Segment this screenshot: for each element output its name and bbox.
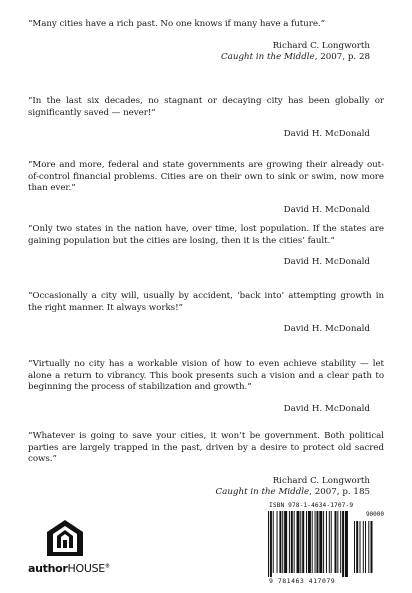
price-bar [356, 521, 358, 573]
source-detail: , 2007, p. 28 [314, 52, 370, 62]
barcode-bars [266, 511, 384, 577]
quote-author: David H. McDonald [283, 324, 370, 334]
barcode-bar [326, 511, 327, 573]
price-code: 90000 [365, 511, 384, 518]
barcode-bar [273, 511, 274, 573]
barcode-bar [335, 511, 337, 573]
quote-block [28, 96, 384, 141]
publisher-house-icon [45, 518, 85, 558]
quote-text: “More and more, federal and state governments are growing their already out-of-control financial problems. Cities are on their own to sink or swim, now more than ever.” [28, 160, 384, 193]
quote-text: “Whatever is going to save your cities, it won’t be government. Both political parties are largely trapped in the past, driven by a desire to protect old sacred cows.” [28, 431, 384, 464]
barcode-bar [323, 511, 324, 573]
publisher-name [28, 562, 118, 575]
publisher-name-bold: author [28, 562, 68, 575]
registered-mark: ® [104, 563, 110, 570]
price-bar [363, 521, 364, 573]
quote-author: Richard C. Longworth [272, 475, 370, 486]
quote-block [28, 431, 384, 499]
quote-author: David H. McDonald [283, 129, 370, 139]
quote-author: David H. McDonald [283, 403, 370, 414]
barcode-bar [270, 511, 272, 577]
barcode-bar [277, 511, 278, 573]
quote-text: “Virtually no city has a workable vision of how to even achieve stability — let alone a return to vibrancy. This book presents such a vision and a clear path to beginning the process of stabilization and growth.” [28, 359, 384, 392]
quote-block [28, 19, 384, 64]
quote-author: Richard C. Longworth [272, 40, 370, 51]
quote-block [28, 224, 384, 269]
quote-author: David H. McDonald [283, 257, 370, 267]
barcode-bar [312, 511, 313, 573]
barcode-bar [294, 511, 295, 573]
source-title: Caught in the Middle [215, 487, 310, 497]
publisher-name-thin: HOUSE [67, 562, 105, 575]
price-bar [365, 521, 366, 573]
barcode-bar [345, 511, 348, 577]
barcode-bar [282, 511, 283, 573]
barcode-bar [316, 511, 318, 573]
barcode-bar [302, 511, 304, 573]
isbn-label: ISBN 978-1-4634-1707-9 [269, 502, 354, 509]
quote-attribution [28, 41, 384, 64]
barcode-bar [331, 511, 332, 573]
quote-attribution [28, 404, 384, 416]
barcode-bar [329, 511, 330, 573]
barcode-bar [308, 511, 311, 573]
barcode-bar [268, 511, 269, 577]
quote-text: “Only two states in the nation have, over time, lost population. If the states are gaining population but the cities are losing, then it is the cities’ fault.” [28, 224, 384, 246]
barcode-bar [315, 511, 316, 573]
quote-author: David H. McDonald [283, 204, 370, 215]
barcode-bar [284, 511, 287, 573]
quote-attribution [28, 476, 384, 499]
quote-attribution [28, 205, 384, 217]
quote-source [28, 487, 370, 499]
quote-block [28, 291, 384, 336]
barcode-bar [306, 511, 307, 573]
quote-text: “In the last six decades, no stagnant or decaying city has been globally or significantly saved — never!” [28, 96, 384, 118]
barcode-bar [300, 511, 301, 573]
quote-attribution [28, 324, 384, 336]
quote-block [28, 359, 384, 415]
barcode-bar [319, 511, 322, 573]
barcode-bar [340, 511, 341, 573]
source-title: Caught in the Middle [221, 52, 315, 62]
quote-text: “Many cities have a rich past. No one knows if many have a future.” [28, 19, 326, 29]
quote-source [28, 52, 370, 64]
price-bar [368, 521, 369, 573]
barcode-bar [337, 511, 338, 573]
isbn-barcode [266, 502, 386, 588]
quote-block [28, 160, 384, 216]
price-bar [371, 521, 373, 573]
barcode-bar [342, 511, 344, 577]
quote-attribution [28, 129, 384, 141]
price-bar [354, 521, 355, 573]
quote-attribution [28, 257, 384, 269]
barcode-bar [289, 511, 290, 573]
quote-text: “Occasionally a city will, usually by accident, ‘back into’ attempting growth in the right manner. It always works!” [28, 291, 384, 313]
barcode-bar [291, 511, 293, 573]
price-bar [360, 521, 361, 573]
source-detail: , 2007, p. 185 [309, 487, 370, 497]
barcode-bar [279, 511, 281, 573]
barcode-bar [297, 511, 300, 573]
barcode-digits: 9 781463 417079 [269, 577, 336, 585]
publisher-logo [28, 518, 118, 574]
